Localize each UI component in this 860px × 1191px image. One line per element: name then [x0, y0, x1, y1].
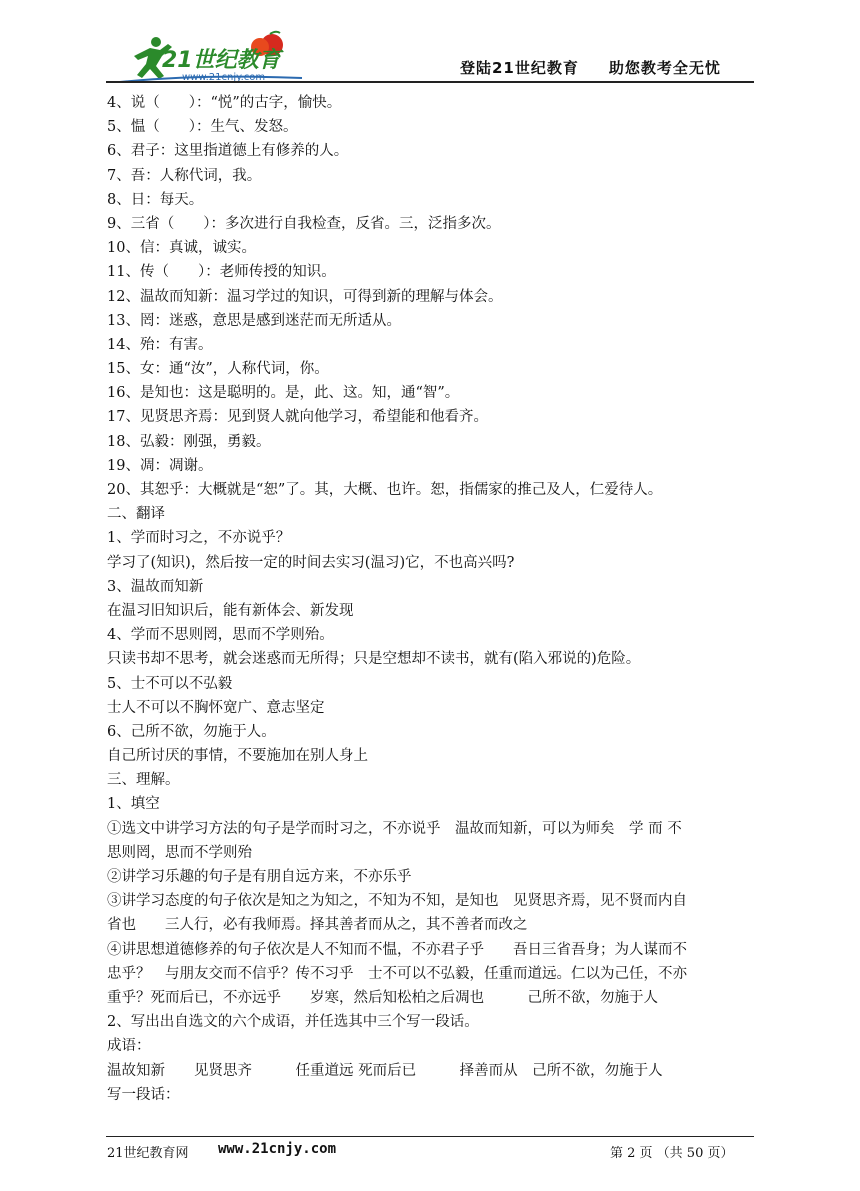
text-line: 6、己所不欲，勿施于人。 [107, 723, 276, 740]
page-footer [0, 1138, 860, 1162]
text-line: 写一段话： [107, 1086, 180, 1103]
text-line: 13、罔：迷惑，意思是感到迷茫而无所适从。 [107, 312, 401, 329]
text-line: 1、填空 [107, 796, 160, 813]
text-line: ①选文中讲学习方法的句子是学而时习之，不亦说乎 温故而知新，可以为师矣 学 而 不 [107, 820, 682, 837]
text-line: 成语： [107, 1038, 151, 1055]
logo-text: 21世纪教育 [162, 48, 281, 73]
text-line: 5、士不可以不弘毅 [107, 675, 233, 692]
text-line: 14、殆：有害。 [107, 336, 213, 353]
text-line: 20、其恕乎：大概就是“恕”了。其，大概、也许。恕，指儒家的推己及人，仁爱待人。 [107, 482, 663, 498]
text-line: 学习了(知识)，然后按一定的时间去实习(温习)它，不也高兴吗? [107, 554, 515, 571]
text-line: ④讲思想道德修养的句子依次是人不知而不愠，不亦君子乎 吾日三省吾身；为人谋而不 [107, 941, 687, 958]
text-line: 15、女：通“汝”，人称代词，你。 [107, 361, 329, 378]
text-line: 4、说（ ）：“悦”的古字，愉快。 [107, 95, 342, 111]
text-line: 17、见贤思齐焉：见到贤人就向他学习，希望能和他看齐。 [107, 409, 488, 426]
footer-url: www.21cnjy.com [218, 1141, 337, 1157]
text-line: 3、温故而知新 [107, 578, 204, 595]
text-line: 8、日：每天。 [107, 191, 204, 208]
text-line: 重乎？死而后已，不亦远乎 岁寒，然后知松柏之后凋也 己所不欲，勿施于人 [107, 989, 658, 1006]
text-line: 18、弘毅：刚强，勇毅。 [107, 433, 271, 450]
text-line: 6、君子：这里指道德上有修养的人。 [107, 143, 349, 160]
text-line: 9、三省（ ）：多次进行自我检查，反省。三，泛指多次。 [107, 215, 501, 232]
text-line: 16、是知也：这是聪明的。是，此、这。知，通“智”。 [107, 385, 460, 402]
slogan-left: 登陆21世纪教育 [460, 59, 579, 77]
footer-site-name: 21世纪教育网 [107, 1146, 189, 1161]
text-line: 10、信：真诚，诚实。 [107, 240, 256, 257]
footer-divider [106, 1136, 754, 1137]
text-line: 5、愠（ ）：生气、发怒。 [107, 119, 298, 136]
section-heading: 三、理解。 [107, 772, 180, 789]
header-divider [106, 81, 754, 83]
text-line: 7、吾：人称代词，我。 [107, 167, 262, 184]
text-line: 士人不可以不胸怀宽广、意志坚定 [107, 699, 325, 716]
text-line: ③讲学习态度的句子依次是知之为知之，不知为不知，是知也 见贤思齐焉，见不贤而内自 [107, 893, 687, 910]
text-line: 在温习旧知识后，能有新体会、新发现 [107, 602, 354, 619]
text-line: 忠乎？ 与朋友交而不信乎？传不习乎 士不可以不弘毅，任重而道远。仁以为己任，不亦 [107, 965, 687, 982]
site-logo [112, 30, 312, 86]
text-line: 省也 三人行，必有我师焉。择其善者而从之，其不善者而改之 [107, 917, 528, 934]
logo-url: www.21cnjy.com [182, 72, 266, 83]
slogan-right: 助您教考全无忧 [608, 59, 721, 77]
text-line: 温故知新 见贤思齐 任重道远 死而后已 择善而从 己所不欲，勿施于人 [107, 1062, 663, 1079]
text-line: 4、学而不思则罔，思而不学则殆。 [107, 627, 334, 644]
section-heading: 二、翻译 [107, 506, 165, 523]
document-body [107, 91, 755, 1107]
text-line: 2、写出出自选文的六个成语，并任选其中三个写一段话。 [107, 1014, 479, 1031]
header-slogan [460, 57, 721, 78]
text-line: 自己所讨厌的事情，不要施加在别人身上 [107, 748, 368, 765]
text-line: 只读书却不思考，就会迷惑而无所得；只是空想却不读书，就有(陷入邪说的)危险。 [107, 651, 641, 668]
page-number: 第 2 页 （共 50 页） [610, 1146, 734, 1161]
text-line: 19、凋：凋谢。 [107, 457, 213, 474]
page-header [0, 0, 860, 90]
text-line: 1、学而时习之，不亦说乎？ [107, 530, 291, 547]
text-line: ②讲学习乐趣的句子是有朋自远方来，不亦乐乎 [107, 869, 412, 885]
text-line: 12、温故而知新：温习学过的知识，可得到新的理解与体会。 [107, 288, 503, 305]
text-line: 11、传（ ）：老师传授的知识。 [107, 264, 336, 281]
text-line: 思则罔，思而不学则殆 [107, 844, 252, 861]
